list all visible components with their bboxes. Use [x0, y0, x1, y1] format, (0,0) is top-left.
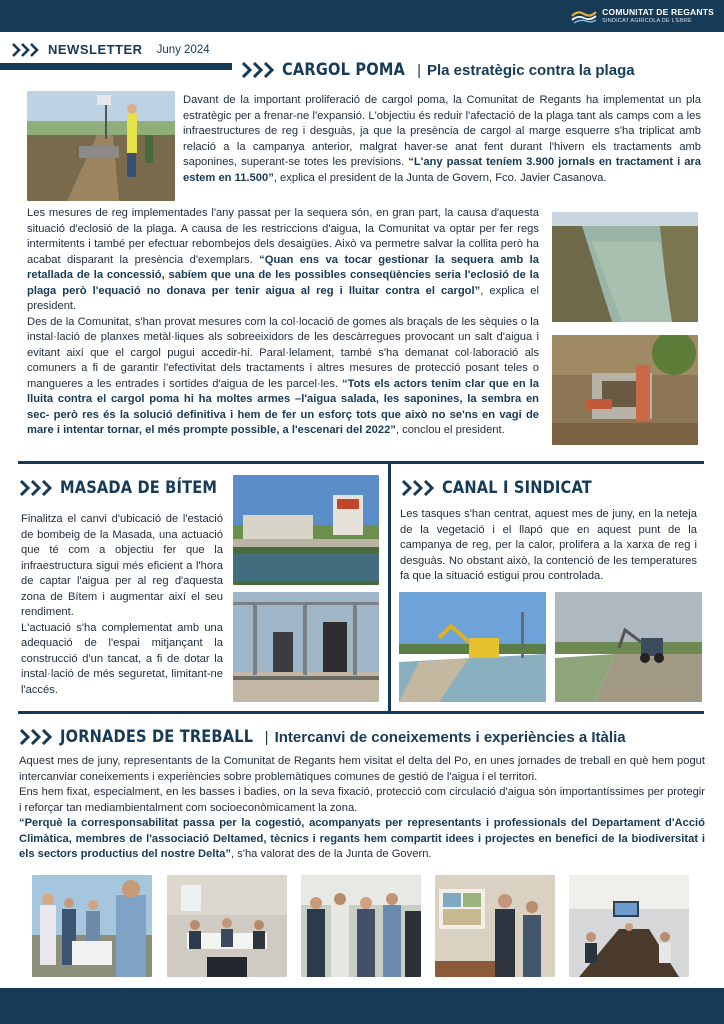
section-divider-top [18, 461, 704, 464]
logo-title: COMUNITAT DE REGANTS [602, 7, 714, 17]
cargol-section-title [242, 60, 635, 80]
exhibition-panels-photo [435, 875, 555, 977]
triple-chevron-icon [20, 480, 54, 496]
cargol-paragraph-2-3: Les mesures de reg implementades l'any passat per la sequera són, en gran part, la causa d'aquesta situació d'eclosió de la plaga. A causa de les restriccions d'aigua, la Comunitat va optar per fer regs intermitents i també per efectuar rebombejos dels desaigües. Això va permetre salvar la collita però ha acabat disparant la presència d'exemplars. “Quan ens va tocar gestionar la sequera amb la retallada de la concessió, sabíem que una de les possibles conseqüències seria l'eclosió de la plaga però l'equació no donava per tenir aigua al reg i lluitar contra el cargol”, explica el president. Des de la Comunitat, s'han provat mesures com la col·locació de gomes als braçals de les sèquies o la instal·lació de planxes metàl·liques als sobreeixidors de les descàrregues provocant un salt d'aigua i evitant així que el cargol pugui accedir-hi. Paral·lelament, també s'ha demanat col·laboració als comuners a fi de garantir l'efectivitat dels tractaments i altres mesures de protecció posant teles o mangueres a les entrades i sortides d'aigua de les parcel·les. “Tots els actors tenim clar que en la lluita contra el cargol poma hi ha moltes armes –l'aigua salada, les saponines, la sembra en sec- però res és la solució definitiva i hem de fer un esforç tots que això no se'ns en vagi de mare i intentar tornar, el més prompte possible, a l'escenari del 2022”, conclou el president. [27, 207, 540, 436]
water-wave-logo-icon [571, 7, 597, 25]
masada-paragraphs [21, 512, 223, 698]
canal-paragraph-1: Les tasques s'han centrat, aquest mes de juny, en la neteja de la vegetació i el llapó que en aquest punt de la campanya de reg, per la calor, prolifera a la xarxa de reg i desguàs. No obstant això, la contenció de les temperatures fa que la situació estigui prou controlada. [400, 508, 697, 582]
fenced-enclosure-photo [233, 592, 379, 702]
canal-section-title [402, 478, 616, 498]
conference-room-photo [569, 875, 689, 977]
jornades-paragraph-3: “Perquè la corresponsabilitat passa per la cogestió, acompanyats per representants i professionals del Departament d'Acció Climàtica, membres de l'associació Deltamed, tècnics i regants hem compartit idees i projectes en benefici de la biodiversitat i els sectors productius del nostre Delta”, s'ha valorat des de la Junta de Govern. [19, 817, 705, 860]
cargol-subtitle: Pla estratègic contra la plaga [426, 61, 635, 79]
triple-chevron-icon [402, 480, 436, 496]
newsletter-date: Juny 2024 [156, 43, 210, 56]
newsletter-heading [12, 42, 210, 57]
canal-title: CANAL I SINDICAT [442, 478, 592, 498]
jornades-section-title [20, 727, 626, 747]
triple-chevron-icon [20, 729, 54, 745]
bottom-footer-bar [0, 988, 724, 1024]
meeting-room-table-photo [167, 875, 287, 977]
tractor-cleaning-photo [555, 592, 702, 702]
triple-chevron-icon [242, 62, 276, 78]
jornades-paragraph-1: Aquest mes de juny, representants de la Comunitat de Regants hem visitat el delta del Po, en unes jornades de treball en què hem pogut intercanviar coneixements i experiències sobre problemàtiques comunes de gestió de l'aigua i el territori. [19, 755, 705, 783]
jornades-paragraphs [19, 754, 705, 863]
newsletter-underline [0, 63, 232, 70]
masada-section-title [20, 478, 243, 498]
jornades-title: JORNADES DE TREBALL [60, 727, 254, 747]
title-separator: | [417, 61, 421, 79]
delegation-outdoor-photo [32, 875, 152, 977]
canal-excavator-photo [399, 592, 546, 702]
community-logo [571, 4, 714, 28]
section-divider-bottom [18, 711, 704, 714]
masada-paragraph-2: L'actuació s'ha complementat amb una adequació de l'espai mitjançant la construcció d'un tancat, a fi de dotar la instal·lació de més seguretat, limitant-ne l'accés. [21, 621, 223, 696]
logo-subtitle: SINDICAT AGRÍCOLA DE L'EBRE [602, 17, 692, 24]
newsletter-label: NEWSLETTER [48, 42, 143, 57]
triple-chevron-icon [12, 43, 42, 57]
drainage-channel-photo [552, 212, 698, 322]
group-discussion-photo [301, 875, 421, 977]
cargol-title: CARGOL POMA [282, 60, 406, 80]
jornades-paragraph-2: Ens hem fixat, especialment, en les basses i badies, on la seva fixació, protecció com circulació d'aigua són importantíssimes per protegir i reforçar tan mediambientalment com socioeconòmicament la zona. [19, 786, 705, 814]
cargol-paragraph-1: Davant de la important proliferació de cargol poma, la Comunitat de Regants ha implementat un pla estratègic per a frenar-ne l'expansió. L'objectiu és reduir l'afectació de la plaga tant als camps com a les infraestructures de reg i desguàs, ja que la presència de cargol al marge esquerre s'ha triplicat amb relació a la campanya anterior, malgrat haver-se anat fent durant l'hivern els tractaments amb saponines, superant-se totes les previsions. “L'any passat teníem 3.900 jornals en tractament i ara estem en 11.500”, explica el president de la Junta de Govern, Fco. Javier Casanova. [183, 94, 701, 184]
water-outlet-structure-photo [552, 335, 698, 445]
masada-paragraph-1: Finalitza el canvi d'ubicació de l'estació de bombeig de la Masada, una actuació que té com a objectiu fer que la infraestructura sigui més eficient a l'hora de captar l'aigua per al reg d'aquesta zona de Bítem i augmentar així el seu rendiment. [21, 513, 223, 618]
column-divider [388, 464, 391, 712]
pumping-station-photo [233, 475, 379, 585]
masada-title: MASADA DE BÍTEM [60, 478, 218, 498]
title-separator: | [264, 728, 269, 746]
irrigation-channel-workers-photo [27, 91, 175, 201]
jornades-subtitle: Intercanvi de coneixements i experiències a Itàlia [274, 728, 626, 746]
top-header-bar [0, 0, 724, 32]
